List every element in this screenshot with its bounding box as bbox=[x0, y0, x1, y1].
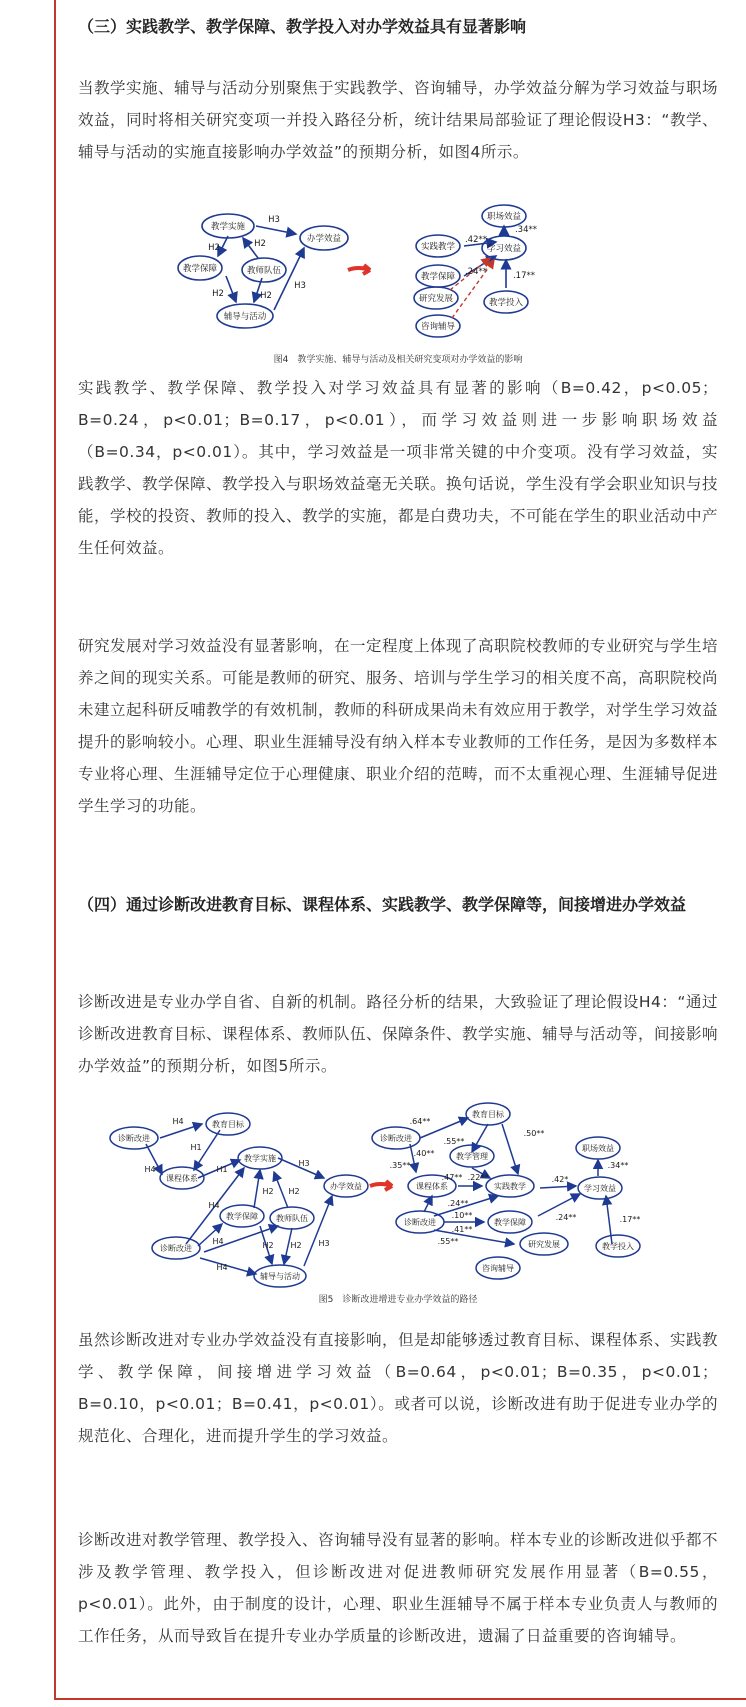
path-label: H4 bbox=[172, 1117, 184, 1126]
path-coefficient: .40** bbox=[413, 1149, 435, 1158]
node-label: 咨询辅导 bbox=[420, 322, 456, 332]
node-label: 诊断改进 bbox=[404, 1218, 436, 1227]
path-coefficient: .35** bbox=[389, 1161, 411, 1170]
path-coefficient: .24** bbox=[464, 267, 488, 277]
figure-4-caption: 图4 教学实施、辅导与活动及相关研究变项对办学效益的影响 bbox=[273, 355, 523, 365]
path-coefficient: .64** bbox=[409, 1117, 431, 1126]
path-coefficient: .10** bbox=[451, 1211, 473, 1220]
path-label: H3 bbox=[268, 215, 280, 225]
path-coefficient: .47** bbox=[441, 1173, 463, 1182]
path-label: H2 bbox=[290, 1241, 302, 1250]
path-coefficient: .41** bbox=[451, 1225, 473, 1234]
figure-5 bbox=[78, 1096, 718, 1306]
node-label: 教学管理 bbox=[456, 1152, 488, 1161]
path-label: H4 bbox=[144, 1165, 156, 1174]
edge bbox=[200, 1258, 256, 1274]
node-label: 实践教学 bbox=[494, 1182, 526, 1191]
node-label: 教学保障 bbox=[182, 264, 218, 274]
paragraph: 实践教学、教学保障、教学投入对学习效益具有显著的影响（B=0.42，p<0.05；B=0.24，p<0.01；B=0.17，p<0.01），而学习效益则进一步影响职场效益（B=0.34，p<0.01）。其中，学习效益是一项非常关键的中介变项。没有学习效益，实践教学、教学保障、教学投入与职场效益毫无关联。换句话说，学生没有学会职业知识与技能，学校的投资、教师的投入、教学的实施，都是白费功夫，不可能在学生的职业活动中产生任何效益。 bbox=[78, 379, 719, 557]
path-coefficient: .24** bbox=[555, 1213, 577, 1222]
edge bbox=[424, 1196, 432, 1212]
edge bbox=[256, 226, 296, 234]
edge bbox=[160, 1124, 202, 1138]
node-label: 教学保障 bbox=[226, 1212, 258, 1221]
node-label: 职场效益 bbox=[582, 1144, 614, 1153]
edge bbox=[540, 1186, 576, 1188]
path-coefficient: .50** bbox=[523, 1129, 545, 1138]
figure-5-diagram bbox=[78, 1096, 718, 1288]
node-label: 教学保障 bbox=[494, 1218, 526, 1227]
paragraph: 研究发展对学习效益没有显著影响，在一定程度上体现了高职院校教师的专业研究与学生培养之间的现实关系。可能是教师的研究、服务、培训与学生学习的相关度不高，高职院校尚未建立起科研反哺教学的有效机制，教师的科研成果尚未有效应用于教学，对学生学习效益提升的影响较小。心理、职业生涯辅导没有纳入样本专业教师的工作任务，是因为多数样本专业将心理、生涯辅导定位于心理健康、职业介绍的范畴，而不太重视心理、生涯辅导促进学生学习的功能。 bbox=[78, 637, 719, 815]
path-label: H3 bbox=[294, 281, 306, 291]
path-coefficient: .42** bbox=[464, 235, 488, 245]
figure-4 bbox=[78, 198, 718, 365]
node-label: 学习效益 bbox=[584, 1184, 616, 1193]
node-label: 教育目标 bbox=[472, 1110, 504, 1119]
path-label: H2 bbox=[254, 239, 266, 249]
node-label: 教师队伍 bbox=[276, 1214, 308, 1223]
node-label: 诊断改进 bbox=[118, 1134, 150, 1143]
node-label: 教学保障 bbox=[420, 272, 456, 282]
figure-5-caption: 图5 诊断改进增进专业办学效益的路径 bbox=[318, 1295, 478, 1305]
path-label: H1 bbox=[216, 1165, 228, 1174]
path-label: H4 bbox=[216, 1263, 228, 1272]
path-label: H3 bbox=[318, 1239, 330, 1248]
path-label: H2 bbox=[212, 289, 224, 299]
path-coefficient: .17** bbox=[619, 1215, 641, 1224]
path-coefficient: .55** bbox=[437, 1237, 459, 1246]
node-label: 诊断改进 bbox=[380, 1134, 412, 1143]
node-label: 办学效益 bbox=[330, 1182, 362, 1191]
node-label: 学习效益 bbox=[486, 244, 522, 254]
transition-arrow bbox=[348, 265, 370, 274]
node-label: 课程体系 bbox=[416, 1182, 448, 1191]
node-label: 研究发展 bbox=[418, 294, 454, 304]
path-coefficient: .17** bbox=[512, 271, 536, 281]
edge bbox=[226, 276, 236, 302]
edge bbox=[254, 1170, 260, 1208]
path-label: H2 bbox=[288, 1187, 300, 1196]
path-label: H4 bbox=[208, 1201, 220, 1210]
path-coefficient: .42* bbox=[551, 1175, 569, 1184]
node-label: 课程体系 bbox=[166, 1174, 198, 1183]
section-heading-4: （四）通过诊断改进教育目标、课程体系、实践教学、教学保障等，间接增进办学效益 bbox=[78, 895, 687, 914]
node-label: 教学投入 bbox=[488, 298, 524, 308]
node-label: 教学实施 bbox=[210, 222, 246, 232]
transition-arrow bbox=[370, 1181, 392, 1190]
path-label: H1 bbox=[190, 1143, 202, 1152]
section-heading-3: （三）实践教学、教学保障、教学投入对办学效益具有显著影响 bbox=[78, 17, 527, 36]
path-coefficient: .55** bbox=[443, 1137, 465, 1146]
path-coefficient: .24** bbox=[447, 1199, 469, 1208]
node-label: 研究发展 bbox=[528, 1240, 560, 1249]
paragraph: 当教学实施、辅导与活动分别聚焦于实践教学、咨询辅导，办学效益分解为学习效益与职场效益，同时将相关研究变项一并投入路径分析，统计结果局部验证了理论假设H3：“教学、辅导与活动的实施直接影响办学效益”的预期分析，如图4所示。 bbox=[78, 79, 719, 161]
edge bbox=[304, 1196, 332, 1266]
paragraph: 虽然诊断改进对专业办学效益没有直接影响，但是却能够透过教育目标、课程体系、实践教学、教学保障，间接增进学习效益（B=0.64，p<0.01；B=0.35，p<0.01；B=0.10，p<0.01；B=0.41，p<0.01）。或者可以说，诊断改进有助于促进专业办学的规范化、合理化，进而提升学生的学习效益。 bbox=[78, 1331, 719, 1445]
path-coefficient: .34** bbox=[607, 1161, 629, 1170]
path-coefficient: .34** bbox=[514, 225, 538, 235]
edge bbox=[502, 1124, 518, 1174]
node-label: 教学投入 bbox=[602, 1242, 634, 1251]
node-label: 诊断改进 bbox=[160, 1244, 192, 1253]
node-label: 咨询辅导 bbox=[482, 1264, 514, 1273]
node-label: 办学效益 bbox=[306, 234, 342, 244]
path-label: H4 bbox=[212, 1237, 224, 1246]
paragraph: 诊断改进对教学管理、教学投入、咨询辅导没有显著的影响。样本专业的诊断改进似乎都不涉及教学管理、教学投入，但诊断改进对促进教师研究发展作用显著（B=0.55，p<0.01）。此外，由于制度的设计，心理、职业生涯辅导不属于样本专业负责人与教师的工作任务，从而导致旨在提升专业办学质量的诊断改进，遗漏了日益重要的咨询辅导。 bbox=[78, 1531, 719, 1645]
node-label: 教育目标 bbox=[212, 1120, 244, 1129]
node-label: 教学实施 bbox=[244, 1154, 276, 1163]
edge bbox=[274, 1172, 288, 1208]
path-label: H2 bbox=[262, 1187, 274, 1196]
path-label: H2 bbox=[208, 243, 220, 253]
node-label: 辅导与活动 bbox=[260, 1272, 300, 1281]
node-label: 辅导与活动 bbox=[223, 312, 267, 322]
figure-4-diagram bbox=[78, 198, 718, 348]
path-label: H2 bbox=[260, 291, 272, 301]
path-label: H3 bbox=[298, 1159, 310, 1168]
node-label: 教师队伍 bbox=[246, 266, 282, 276]
path-coefficient: .22** bbox=[467, 1173, 489, 1182]
node-label: 职场效益 bbox=[486, 212, 522, 222]
path-label: H2 bbox=[262, 1241, 274, 1250]
node-label: 实践教学 bbox=[420, 242, 456, 252]
paragraph: 诊断改进是专业办学自省、自新的机制。路径分析的结果，大致验证了理论假设H4：“通过诊断改进教育目标、课程体系、教师队伍、保障条件、教学实施、辅导与活动等，间接影响办学效益”的预期分析，如图5所示。 bbox=[78, 993, 719, 1075]
